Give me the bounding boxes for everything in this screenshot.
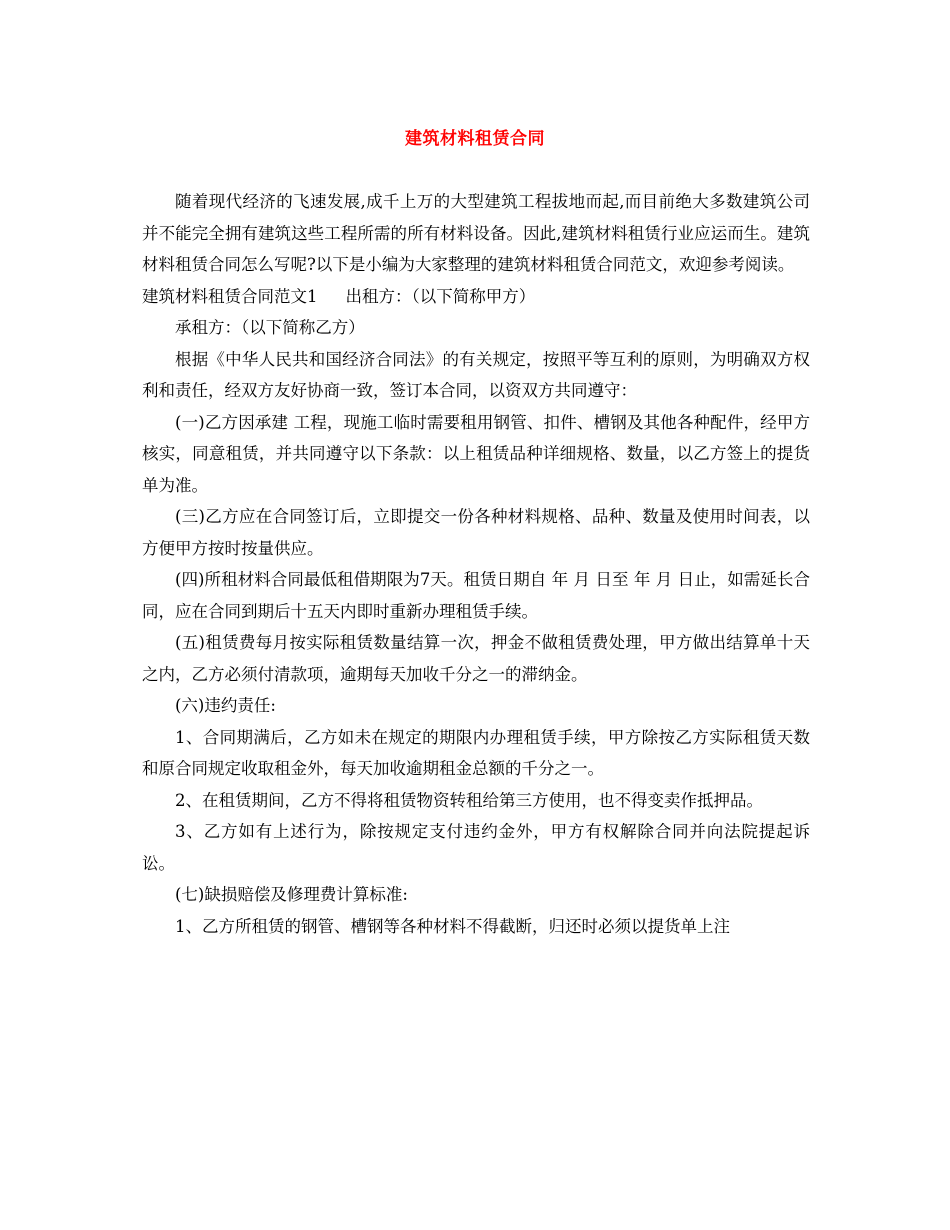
paragraph-basis: 根据《中华人民共和国经济合同法》的有关规定，按照平等互利的原则，为明确双方权利和责任，经双方友好协商一致，签订本合同，以资双方共同遵守：	[142, 349, 810, 400]
paragraph-intro: 随着现代经济的飞速发展,成千上万的大型建筑工程拔地而起,而目前绝大多数建筑公司并不能完全拥有建筑这些工程所需的所有材料设备。因此,建筑材料租赁行业应运而生。建筑材料租赁合同怎么写呢?以下是小编为大家整理的建筑材料租赁合同范文，欢迎参考阅读。	[142, 192, 810, 274]
clause-6-heading: (六)违约责任:	[175, 696, 276, 715]
clause-7-heading: (七)缺损赔偿及修理费计算标准:	[175, 885, 408, 904]
clause-6-item-3: 3、乙方如有上述行为，除按规定支付违约金外，甲方有权解除合同并向法院提起诉讼。	[142, 822, 810, 873]
lessee-line: 承租方：（以下简称乙方）	[175, 318, 365, 337]
clause-5: (五)租赁费每月按实际租赁数量结算一次，押金不做租赁费处理，甲方做出结算单十天之内，乙方必须付清款项，逾期每天加收千分之一的滞纳金。	[142, 633, 810, 684]
clause-1: (一)乙方因承建 工程，现施工临时需要租用钢管、扣件、槽钢及其他各种配件，经甲方核实，同意租赁，并共同遵守以下条款：以上租赁品种详细规格、数量，以乙方签上的提货单为准。	[142, 412, 810, 495]
clause-7-item-1: 1、乙方所租赁的钢管、槽钢等各种材料不得截断，归还时必须以提货单上注	[175, 916, 730, 936]
clause-4: (四)所租材料合同最低租借期限为7天。租赁日期自 年 月 日至 年 月 日止，如需延长合同，应在合同到期后十五天内即时重新办理租赁手续。	[142, 570, 810, 621]
sample-heading: 建筑材料租赁合同范文1	[142, 286, 318, 306]
lessor-line: 出租方：（以下简称甲方）	[345, 286, 536, 306]
clause-6-item-1: 1、合同期满后，乙方如未在规定的期限内办理租赁手续，甲方除按乙方实际租赁天数和原合同规定收取租金外，每天加收逾期租金总额的千分之一。	[142, 727, 810, 778]
clause-6-item-2: 2、在租赁期间，乙方不得将租赁物资转租给第三方使用，也不得变卖作抵押品。	[175, 790, 763, 810]
document-body	[142, 186, 810, 942]
sample-heading-line	[142, 281, 810, 313]
document-title: 建筑材料租赁合同	[405, 129, 545, 149]
clause-3: (三)乙方应在合同签订后，立即提交一份各种材料规格、品种、数量及使用时间表，以方便甲方按时按量供应。	[142, 507, 810, 558]
